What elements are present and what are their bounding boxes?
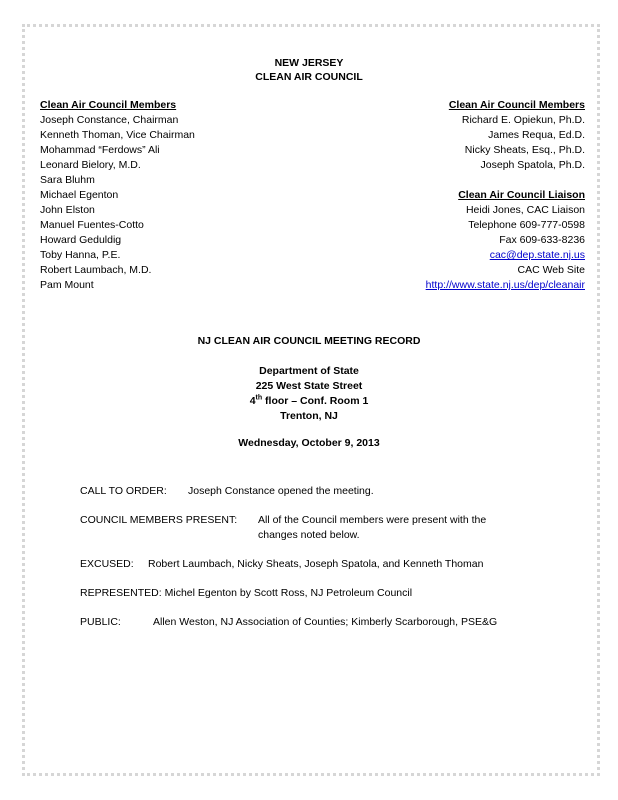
document-header xyxy=(0,56,618,84)
member-name: John Elston xyxy=(40,204,95,216)
location-line-4: Trenton, NJ xyxy=(280,410,338,422)
location-line-1: Department of State xyxy=(259,365,359,377)
excused-label: EXCUSED: xyxy=(80,558,134,570)
represented-label: REPRESENTED: xyxy=(80,587,162,599)
location-line-3 xyxy=(0,394,618,409)
represented-text: Michel Egenton by Scott Ross, NJ Petroleum Council xyxy=(164,587,413,599)
members-present xyxy=(80,513,237,528)
represented xyxy=(80,586,412,601)
member-name: Michael Egenton xyxy=(40,189,119,201)
member-name: Howard Geduldig xyxy=(40,234,122,246)
member-name: Leonard Bielory, M.D. xyxy=(40,159,141,171)
public-label: PUBLIC: xyxy=(80,616,121,628)
liaison-email-link[interactable]: cac@dep.state.nj.us xyxy=(489,249,585,261)
call-to-order-text: Joseph Constance opened the meeting. xyxy=(188,485,374,497)
record-title: NJ CLEAN AIR COUNCIL MEETING RECORD xyxy=(197,335,421,347)
members-heading-right: Clean Air Council Members xyxy=(448,99,585,111)
floor-rest: floor – Conf. Room 1 xyxy=(262,395,369,407)
member-name: Pam Mount xyxy=(40,279,94,291)
liaison-fax: Fax 609-633-8236 xyxy=(499,234,585,246)
members-left-column xyxy=(40,98,195,293)
member-name: Kenneth Thoman, Vice Chairman xyxy=(40,129,195,141)
floor-number: 4 xyxy=(249,395,256,407)
excused xyxy=(80,557,483,572)
member-name: Sara Bluhm xyxy=(40,174,95,186)
meeting-date: Wednesday, October 9, 2013 xyxy=(238,437,380,449)
member-name: Toby Hanna, P.E. xyxy=(40,249,121,261)
liaison-heading: Clean Air Council Liaison xyxy=(458,189,585,201)
excused-text: Robert Laumbach, Nicky Sheats, Joseph Spatola, and Kenneth Thoman xyxy=(148,558,484,570)
header-state: NEW JERSEY xyxy=(274,57,344,69)
call-to-order-label: CALL TO ORDER: xyxy=(80,485,167,497)
member-name: Joseph Constance, Chairman xyxy=(40,114,179,126)
liaison-telephone: Telephone 609-777-0598 xyxy=(468,219,585,231)
website-label: CAC Web Site xyxy=(517,264,585,276)
members-heading-left: Clean Air Council Members xyxy=(40,99,177,111)
member-name: Manuel Fuentes-Cotto xyxy=(40,219,144,231)
public xyxy=(80,615,497,630)
header-council: CLEAN AIR COUNCIL xyxy=(255,71,363,83)
member-name: Robert Laumbach, M.D. xyxy=(40,264,152,276)
present-label: COUNCIL MEMBERS PRESENT: xyxy=(80,514,238,526)
member-name: Joseph Spatola, Ph.D. xyxy=(480,159,585,171)
website-link[interactable]: http://www.state.nj.us/dep/cleanair xyxy=(425,279,585,291)
member-name: Mohammad “Ferdows” Ali xyxy=(40,144,160,156)
call-to-order xyxy=(80,484,374,499)
member-name: James Requa, Ed.D. xyxy=(488,129,585,141)
members-right-column xyxy=(426,98,585,293)
floor-suffix: th xyxy=(255,394,263,402)
liaison-name: Heidi Jones, CAC Liaison xyxy=(465,204,585,216)
present-text: All of the Council members were present with the changes noted below. xyxy=(258,514,487,541)
member-name: Richard E. Opiekun, Ph.D. xyxy=(461,114,585,126)
location-line-2: 225 West State Street xyxy=(255,380,363,392)
meeting-location xyxy=(0,364,618,424)
member-name: Nicky Sheats, Esq., Ph.D. xyxy=(464,144,585,156)
public-text: Allen Weston, NJ Association of Counties; Kimberly Scarborough, PSE&G xyxy=(153,616,498,628)
